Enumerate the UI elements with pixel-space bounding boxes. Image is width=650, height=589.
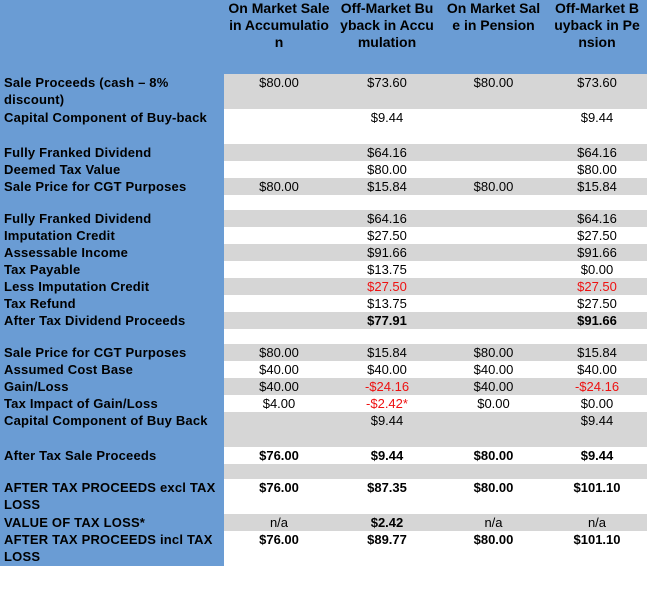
row-label [0, 195, 224, 210]
table-row [0, 227, 647, 244]
table-row [0, 447, 647, 464]
row-label: Capital Component of Buy-back [0, 109, 224, 144]
cell: $13.75 [334, 295, 440, 312]
cell: $40.00 [224, 361, 334, 378]
cell [547, 329, 647, 344]
cell: $15.84 [547, 178, 647, 195]
cell [224, 210, 334, 227]
cell: $77.91 [334, 312, 440, 329]
cell: n/a [440, 514, 547, 531]
cell [224, 464, 334, 479]
cell [440, 464, 547, 479]
cell [440, 195, 547, 210]
table-row [0, 74, 647, 109]
cell [440, 161, 547, 178]
cell: $40.00 [547, 361, 647, 378]
cell: $27.50 [547, 295, 647, 312]
cell: $0.00 [440, 395, 547, 412]
cell: $80.00 [224, 178, 334, 195]
row-label: After Tax Sale Proceeds [0, 447, 224, 464]
cell [547, 464, 647, 479]
cell: $91.66 [547, 312, 647, 329]
cell [224, 412, 334, 447]
cell: $4.00 [224, 395, 334, 412]
cell: $80.00 [440, 479, 547, 514]
table-row [0, 161, 647, 178]
row-label: Fully Franked Dividend [0, 210, 224, 227]
row-label: Deemed Tax Value [0, 161, 224, 178]
cell-negative: -$24.16 [547, 378, 647, 395]
row-label: Tax Payable [0, 261, 224, 278]
table-row [0, 531, 647, 566]
cell: $9.44 [547, 447, 647, 464]
cell: $2.42 [334, 514, 440, 531]
table-row [0, 144, 647, 161]
cell: $73.60 [547, 74, 647, 109]
cell: $15.84 [547, 344, 647, 361]
corner-cell [0, 0, 224, 74]
cell [440, 144, 547, 161]
cell: $80.00 [547, 161, 647, 178]
table-row [0, 344, 647, 361]
table-row [0, 479, 647, 514]
cell-negative: $27.50 [547, 278, 647, 295]
cell [440, 261, 547, 278]
cell: $27.50 [547, 227, 647, 244]
cell [224, 295, 334, 312]
row-label: AFTER TAX PROCEEDS excl TAX LOSS [0, 479, 224, 514]
cell: $76.00 [224, 531, 334, 566]
cell: $15.84 [334, 178, 440, 195]
cell [440, 210, 547, 227]
cell: $9.44 [547, 109, 647, 144]
cell: $13.75 [334, 261, 440, 278]
row-label: Sale Price for CGT Purposes [0, 178, 224, 195]
cell: $64.16 [547, 144, 647, 161]
column-header-on-market-pension: On Market Sale in Pension [440, 0, 547, 74]
cell-negative: -$24.16 [334, 378, 440, 395]
cell: $40.00 [224, 378, 334, 395]
row-label: Imputation Credit [0, 227, 224, 244]
cell [224, 278, 334, 295]
cell [440, 329, 547, 344]
cell: $9.44 [334, 412, 440, 447]
cell [440, 412, 547, 447]
row-label: Sale Proceeds (cash – 8% discount) [0, 74, 224, 109]
cell [440, 109, 547, 144]
cell: $0.00 [547, 395, 647, 412]
cell [440, 312, 547, 329]
cell: $27.50 [334, 227, 440, 244]
table-row [0, 295, 647, 312]
row-label: Less Imputation Credit [0, 278, 224, 295]
cell: $101.10 [547, 479, 647, 514]
column-header-off-market-accumulation: Off-Market Buyback in Accumulation [334, 0, 440, 74]
cell: $15.84 [334, 344, 440, 361]
row-label: Fully Franked Dividend [0, 144, 224, 161]
table-row [0, 210, 647, 227]
table-row [0, 514, 647, 531]
header-row [0, 0, 647, 74]
cell: $89.77 [334, 531, 440, 566]
cell: $87.35 [334, 479, 440, 514]
cell [224, 261, 334, 278]
row-label [0, 329, 224, 344]
row-label: Sale Price for CGT Purposes [0, 344, 224, 361]
column-header-off-market-pension: Off-Market Buyback in Pension [547, 0, 647, 74]
cell: $9.44 [334, 447, 440, 464]
table-row [0, 312, 647, 329]
row-label: After Tax Dividend Proceeds [0, 312, 224, 329]
cell: $40.00 [440, 378, 547, 395]
table-row [0, 244, 647, 261]
cell: $0.00 [547, 261, 647, 278]
spacer-row [0, 464, 647, 479]
table-row [0, 395, 647, 412]
cell: $80.00 [440, 178, 547, 195]
cell [224, 329, 334, 344]
cell: $101.10 [547, 531, 647, 566]
cell: $64.16 [547, 210, 647, 227]
cell: $64.16 [334, 210, 440, 227]
cell: $80.00 [224, 74, 334, 109]
cell [224, 244, 334, 261]
cell [334, 195, 440, 210]
cell: $40.00 [440, 361, 547, 378]
table-row [0, 109, 647, 144]
cell: $91.66 [334, 244, 440, 261]
cell [224, 227, 334, 244]
row-label: AFTER TAX PROCEEDS incl TAX LOSS [0, 531, 224, 566]
row-label: Gain/Loss [0, 378, 224, 395]
cell: $73.60 [334, 74, 440, 109]
table-row [0, 412, 647, 447]
cell: n/a [547, 514, 647, 531]
cell: $76.00 [224, 479, 334, 514]
row-label: Assumed Cost Base [0, 361, 224, 378]
cell: $91.66 [547, 244, 647, 261]
row-label: Tax Impact of Gain/Loss [0, 395, 224, 412]
cell: $64.16 [334, 144, 440, 161]
cell: n/a [224, 514, 334, 531]
table-row [0, 261, 647, 278]
cell [334, 464, 440, 479]
row-label: VALUE OF TAX LOSS* [0, 514, 224, 531]
cell: $80.00 [440, 344, 547, 361]
cell: $80.00 [224, 344, 334, 361]
cell [440, 244, 547, 261]
cell [224, 109, 334, 144]
cell: $9.44 [334, 109, 440, 144]
cell: $80.00 [440, 447, 547, 464]
table-row [0, 278, 647, 295]
cell [547, 195, 647, 210]
row-label [0, 464, 224, 479]
column-header-on-market-accumulation: On Market Sale in Accumulation [224, 0, 334, 74]
cell: $80.00 [440, 531, 547, 566]
table-row [0, 361, 647, 378]
cell [224, 312, 334, 329]
cell [224, 144, 334, 161]
cell: $9.44 [547, 412, 647, 447]
cell [224, 161, 334, 178]
cell: $80.00 [334, 161, 440, 178]
spacer-row [0, 195, 647, 210]
row-label: Assessable Income [0, 244, 224, 261]
cell-negative: -$2.42* [334, 395, 440, 412]
cell-negative: $27.50 [334, 278, 440, 295]
spacer-row [0, 329, 647, 344]
cell [440, 295, 547, 312]
cell: $40.00 [334, 361, 440, 378]
cell [440, 278, 547, 295]
row-label: Tax Refund [0, 295, 224, 312]
table-row [0, 378, 647, 395]
cell: $76.00 [224, 447, 334, 464]
cell [440, 227, 547, 244]
row-label: Capital Component of Buy Back [0, 412, 224, 447]
cell [224, 195, 334, 210]
cell [334, 329, 440, 344]
table-row [0, 178, 647, 195]
cell: $80.00 [440, 74, 547, 109]
